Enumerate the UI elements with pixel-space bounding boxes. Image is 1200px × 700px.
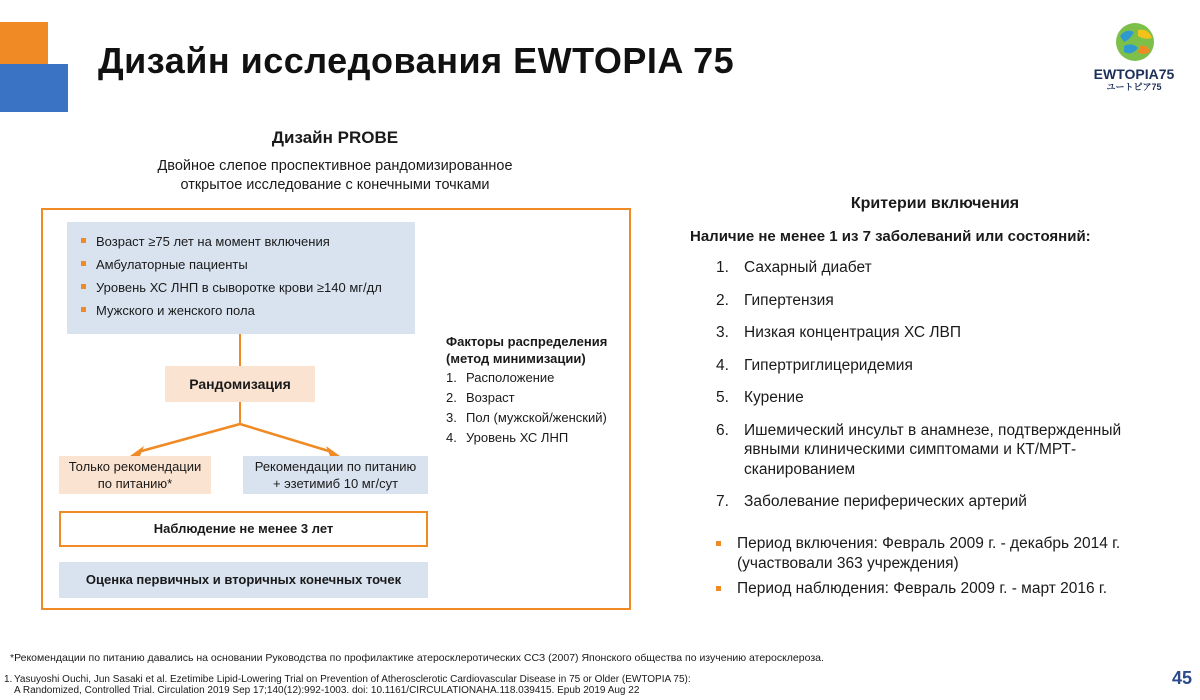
design-title: Дизайн PROBE bbox=[271, 128, 399, 147]
inclusion-conditions-list bbox=[716, 258, 1186, 512]
followup-box: Наблюдение не менее 3 лет bbox=[59, 511, 428, 547]
condition-item: 5. Курение bbox=[716, 389, 804, 406]
branch-line-left bbox=[138, 424, 240, 452]
study-periods-list bbox=[716, 534, 1156, 605]
condition-item: 3. Низкая концентрация ХС ЛВП bbox=[716, 324, 961, 341]
criteria-item: Уровень ХС ЛНП в сыворотке крови ≥140 мг/дл bbox=[81, 276, 415, 299]
diet-ezetimibe-arm-box: Рекомендации по питанию + эзетимиб 10 мг/сут bbox=[243, 456, 428, 494]
factor-item: 3. Пол (мужской/женский) bbox=[446, 410, 607, 425]
page-number: 45 bbox=[1171, 668, 1192, 688]
footnote: *Рекомендации по питанию давались на основании Руководства по профилактике атеросклеротических ССЗ (2007) Японского общества по изучению атеросклероза. bbox=[10, 652, 824, 664]
slide-title: Дизайн исследования EWTOPIA 75 bbox=[98, 40, 735, 81]
branch-arrows bbox=[100, 420, 380, 460]
bullet-square-icon bbox=[81, 307, 86, 312]
arrowhead-right-icon bbox=[326, 446, 340, 456]
reference-number: 1. bbox=[4, 674, 13, 685]
reference: Yasuyoshi Ouchi, Jun Sasaki et al. Ezetimibe Lipid-Lowering Trial on Prevention of Atherosclerotic Cardiovascular Disease in 75 or Older (EWTOPIA 75): A Randomized, Controlled Trial. Circulation 2019 Sep 17;140(12):992-1003. doi: 10.1161/CIRCULATIONAHA.118.039415. Epub 2019 Aug 22 bbox=[14, 674, 691, 696]
criteria-item: Возраст ≥75 лет на момент включения bbox=[81, 230, 415, 253]
factor-item: 1. Расположение bbox=[446, 370, 555, 385]
header-decoration-blue bbox=[0, 64, 68, 112]
design-subtitle bbox=[120, 157, 550, 195]
condition-item: 7. Заболевание периферических артерий bbox=[716, 493, 1027, 510]
period-item: Период наблюдения: Февраль 2009 г. - март 2016 г. bbox=[716, 579, 1156, 599]
criteria-item: Мужского и женского пола bbox=[81, 299, 415, 322]
connector-line bbox=[239, 334, 241, 366]
bullet-square-icon bbox=[716, 586, 721, 591]
condition-item: 2. Гипертензия bbox=[716, 291, 834, 309]
condition-item: 6. Ишемический инсульт в анамнезе, подтвержденный явными клиническими симптомами и КТ/МРТ-сканированием bbox=[716, 421, 1122, 478]
inclusion-title: Критерии включения bbox=[850, 195, 1020, 212]
bullet-square-icon bbox=[81, 284, 86, 289]
allocation-factors-list bbox=[446, 368, 607, 448]
factor-item: 2. Возраст bbox=[446, 390, 515, 405]
bullet-square-icon bbox=[81, 261, 86, 266]
logo-subtext: ユートピア75 bbox=[1106, 82, 1162, 92]
condition-item: 4. Гипертриглицеридемия bbox=[716, 356, 913, 374]
bullet-square-icon bbox=[716, 541, 721, 546]
design-subtitle-line1: Двойное слепое проспективное рандомизированное bbox=[157, 158, 513, 174]
arrowhead-left-icon bbox=[130, 446, 144, 456]
endpoints-box: Оценка первичных и вторичных конечных точек bbox=[59, 562, 428, 598]
patient-criteria-list bbox=[67, 222, 415, 322]
condition-item: 1. Сахарный диабет bbox=[716, 259, 872, 276]
design-subtitle-line2: открытое исследование с конечными точками bbox=[180, 177, 490, 193]
period-item: Период включения: Февраль 2009 г. - декабрь 2014 г. (участвовали 363 учреждения) bbox=[716, 534, 1156, 573]
logo-text: EWTOPIA75 bbox=[1093, 66, 1175, 82]
inclusion-subtitle: Наличие не менее 1 из 7 заболеваний или состояний: bbox=[690, 228, 1091, 245]
factor-item: 4. Уровень ХС ЛНП bbox=[446, 430, 569, 445]
criteria-item: Амбулаторные пациенты bbox=[81, 253, 415, 276]
diet-only-arm-box: Только рекомендации по питанию* bbox=[59, 456, 211, 494]
header-decoration-orange bbox=[0, 22, 48, 64]
allocation-factors-title: Факторы распределения (метод минимизации) bbox=[446, 334, 608, 366]
bullet-square-icon bbox=[81, 238, 86, 243]
patient-criteria-box bbox=[67, 222, 415, 334]
branch-line-right bbox=[240, 424, 332, 452]
randomization-box: Рандомизация bbox=[165, 366, 315, 402]
